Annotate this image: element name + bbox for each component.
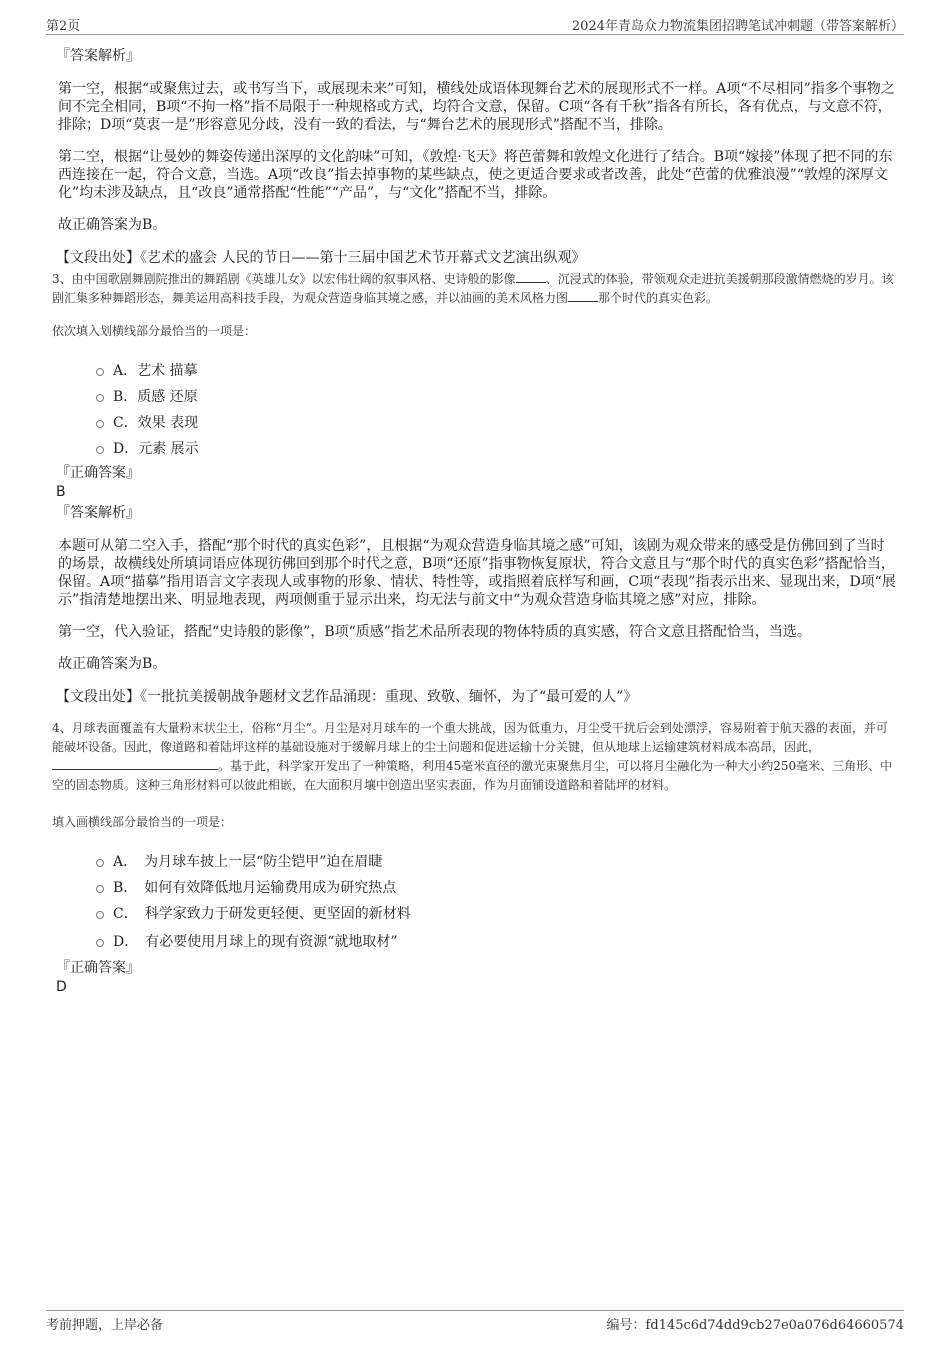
q2-conclusion: 故正确答案为B。 bbox=[58, 217, 167, 233]
q4-stem bbox=[52, 719, 896, 795]
q4-option-c-label: C． 科学家致力于研发更轻便、更坚固的新材料 bbox=[113, 906, 411, 922]
q4-option-b-label: B． 如何有效降低地月运输费用成为研究热点 bbox=[113, 880, 397, 896]
q3-analysis-paragraph-2: 第一空，代入验证，搭配“史诗般的影像”，B项“质感”指艺术品所表现的物体特质的真实感，符合文意且搭配恰当，当选。 bbox=[58, 624, 811, 640]
q3-conclusion: 故正确答案为B。 bbox=[58, 656, 167, 672]
q3-analysis-label: 『答案解析』 bbox=[56, 505, 140, 521]
q2-analysis-paragraph-2: 第二空，根据“让曼妙的舞姿传递出深厚的文化韵味”可知，《敦煌·飞天》将芭蕾舞和敦煌文化进行了结合。B项“嫁接”体现了把不同的东西连接在一起，符合文意，当选。A项“改良”指去掉事物的某些缺点，使之更适合要求或者改善，此处“芭蕾的优雅浪漫”“敦煌的深厚文化”均未涉及缺点，且“改良”通常搭配“性能”“产品”，与“文化”搭配不当，排除。 bbox=[58, 149, 893, 201]
q4-options bbox=[96, 848, 896, 954]
q3-options bbox=[96, 357, 896, 461]
q3-answer: B bbox=[56, 484, 66, 500]
q3-blank-2 bbox=[568, 289, 598, 302]
footer-slogan: 考前押题，上岸必备 bbox=[46, 1318, 164, 1333]
q3-option-a[interactable] bbox=[96, 357, 896, 383]
page-header bbox=[46, 14, 904, 35]
q4-blank bbox=[52, 757, 218, 770]
q2-analysis-label: 『答案解析』 bbox=[56, 48, 140, 64]
q3-stem bbox=[52, 270, 896, 308]
q3-option-b[interactable] bbox=[96, 383, 896, 409]
q4-answer: D bbox=[56, 979, 67, 995]
q3-option-c-label: C．效果 表现 bbox=[113, 415, 199, 431]
q3-source: 【文段出处】《一批抗美援朝战争题材文艺作品涌现：重现、致敬、缅怀，为了“最可爱的人”》 bbox=[56, 689, 638, 705]
document-id: 编号：fd145c6d74dd9cb27e0a076d64660574 bbox=[606, 1318, 904, 1333]
page-footer bbox=[46, 1310, 904, 1335]
radio-icon[interactable] bbox=[96, 368, 104, 376]
radio-icon[interactable] bbox=[96, 446, 104, 454]
radio-icon[interactable] bbox=[96, 859, 104, 867]
q3-blank-1 bbox=[516, 270, 546, 283]
q3-stem-part-3: 那个时代的真实色彩。 bbox=[598, 291, 719, 305]
q3-stem-part-1: 3、由中国歌剧舞剧院推出的舞蹈剧《英雄儿女》以宏伟壮阔的叙事风格、史诗般的影像 bbox=[52, 272, 516, 286]
q3-option-d-label: D．元素 展示 bbox=[113, 441, 199, 457]
q3-analysis-paragraph-1: 本题可从第二空入手，搭配“那个时代的真实色彩”，且根据“为观众营造身临其境之感”可知，该剧为观众带来的感受是仿佛回到了当时的场景，故横线处所填词语应体现彷佛回到那个时代之意，B项“还原”指事物恢复原状，符合文意且与“那个时代的真实色彩”搭配恰当，保留。A项“描摹”指用语言文字表现人或事物的形象、情状、特性等，或指照着底样写和画，C项“表现”指表示出来、显现出来，D项“展示”指清楚地摆出来、明显地表现，两项侧重于显示出来，均无法与前文中“为观众营造身临其境之感”对应，排除。 bbox=[58, 538, 896, 608]
q3-option-b-label: B．质感 还原 bbox=[113, 389, 198, 405]
q3-stem-part-2: 、沉浸式的体验，带领观众走进抗美援朝那段激情燃烧的岁月。该剧汇集多种舞蹈形态，舞美运用高科技手段，为观众营造身临其境之感，并以油画的美术风格力图 bbox=[52, 272, 894, 305]
radio-icon[interactable] bbox=[96, 885, 104, 893]
radio-icon[interactable] bbox=[96, 420, 104, 428]
page-number: 第2页 bbox=[46, 19, 81, 34]
q4-option-d-label: D． 有必要使用月球上的现有资源“就地取材” bbox=[113, 934, 398, 950]
q3-option-d[interactable] bbox=[96, 435, 896, 461]
q4-option-a[interactable] bbox=[96, 848, 896, 874]
q3-option-a-label: A．艺术 描摹 bbox=[113, 363, 198, 379]
q3-option-c[interactable] bbox=[96, 409, 896, 435]
document-title: 2024年青岛众力物流集团招聘笔试冲刺题（带答案解析） bbox=[571, 19, 904, 34]
q4-option-d[interactable] bbox=[96, 928, 896, 954]
radio-icon[interactable] bbox=[96, 939, 104, 947]
page-content bbox=[52, 46, 896, 996]
q4-answer-label: 『正确答案』 bbox=[56, 960, 140, 976]
q4-prompt: 填入画横线部分最恰当的一项是： bbox=[52, 815, 233, 829]
q4-option-b[interactable] bbox=[96, 874, 896, 900]
q2-analysis-paragraph-1: 第一空，根据“或聚焦过去，或书写当下，或展现未来”可知，横线处成语体现舞台艺术的展现形式不一样。A项“不尽相同”指多个事物之间不完全相同，B项“不拘一格”指不局限于一种规格或方式，均符合文意，保留。C项“各有千秋”指各有所长，各有优点，与文意不符，排除；D项“莫衷一是”形容意见分歧，没有一致的看法，与“舞台艺术的展现形式”搭配不当，排除。 bbox=[58, 81, 895, 133]
q2-source: 【文段出处】《艺术的盛会 人民的节日——第十三届中国艺术节开幕式文艺演出纵观》 bbox=[56, 250, 586, 266]
q4-stem-part-2: 。基于此，科学家开发出了一种策略，利用45毫米直径的激光束聚焦月尘，可以将月尘融化为一种大小约250毫米、三角形、中空的固态物质。这种三角形材料可以彼此相嵌，在大面积月壤中创造出坚实表面，作为月面铺设道路和着陆坪的材料。 bbox=[52, 759, 893, 792]
q3-answer-label: 『正确答案』 bbox=[56, 465, 140, 481]
q4-stem-part-1: 4、月球表面覆盖有大量粉末状尘土，俗称“月尘”。月尘是对月球车的一个重大挑战，因为低重力，月尘受干扰后会到处漂浮，容易附着于航天器的表面，并可能破坏设备。因此，像道路和着陆坪这样的基础设施对于缓解月球上的尘土问题和促进运输十分关键，但从地球上运输建筑材料成本高昂，因此， bbox=[52, 721, 888, 754]
q4-option-a-label: A． 为月球车披上一层“防尘铠甲”迫在眉睫 bbox=[113, 854, 383, 870]
q3-prompt: 依次填入划横线部分最恰当的一项是： bbox=[52, 324, 257, 338]
q4-option-c[interactable] bbox=[96, 900, 896, 926]
radio-icon[interactable] bbox=[96, 394, 104, 402]
radio-icon[interactable] bbox=[96, 911, 104, 919]
